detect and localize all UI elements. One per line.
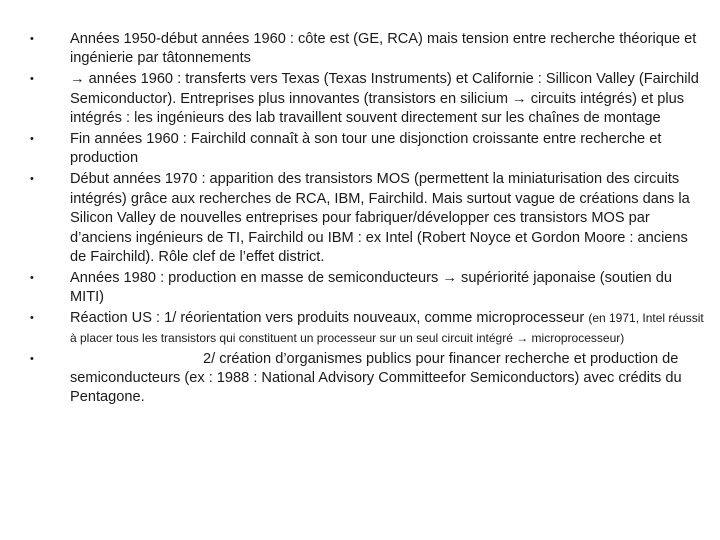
bullet-item-5 [30,269,708,308]
bullet-list [30,30,708,408]
bullet-note: (en 1971, Intel réussit à placer tous les transistors qui constituent un processeur sur un seul circuit intégré → microprocesseur) [70,311,704,345]
bullet-item-3 [30,130,708,169]
bullet-item-1 [30,30,708,69]
bullet-text: Début années 1970 : apparition des transistors MOS (permettent la miniaturisation des circuits intégrés) grâce aux recherches de RCA, IBM, Fairchild. Mais surtout vague de créations dans la Silicon Valley de nouvelles entreprises pour fabriquer/développer ces transistors MOS par d’anciens ingénieurs de TI, Fairchild ou IBM : ex Intel (Robert Noyce et Gordon Moore : anciens de Fairchild). Rôle clef de l’effet district. [70,171,690,265]
bullet-text: → années 1960 : transferts vers Texas (Texas Instruments) et Californie : Sillicon Valley (Fairchild Semiconductor). Entreprises plus innovantes (transistors en silicium → circuits intégrés) et plus intégrés : les ingénieurs des lab travaillent souvent directement sur les chaînes de montage [70,71,699,127]
bullet-item-6 [30,309,708,348]
bullet-text: Fin années 1960 : Fairchild connaît à son tour une disjonction croissante entre recherche et production [70,131,662,167]
bullet-marker: • [30,312,34,325]
bullet-marker: • [30,352,34,365]
bullet-marker: • [30,73,34,86]
bullet-marker: • [30,271,34,284]
bullet-text: 2/ création d’organismes publics pour financer recherche et production de semiconducteurs (ex : 1988 : National Advisory Committeefor Semiconductors) avec crédits du Pentagone. [70,350,682,406]
bullet-marker: • [30,173,34,186]
bullet-item-7 [30,350,708,408]
bullet-marker: • [30,33,34,45]
bullet-text: Réaction US : 1/ réorientation vers produits nouveaux, comme microprocesseur [70,310,585,327]
bullet-item-4 [30,170,708,267]
bullet-text: Années 1950-début années 1960 : côte est (GE, RCA) mais tension entre recherche théorique et ingénierie par tâtonnements [70,31,697,67]
bullet-item-2 [30,70,708,128]
bullet-marker: • [30,133,34,146]
bullet-text: Années 1980 : production en masse de semiconducteurs → supériorité japonaise (soutien du MITI) [70,269,672,306]
